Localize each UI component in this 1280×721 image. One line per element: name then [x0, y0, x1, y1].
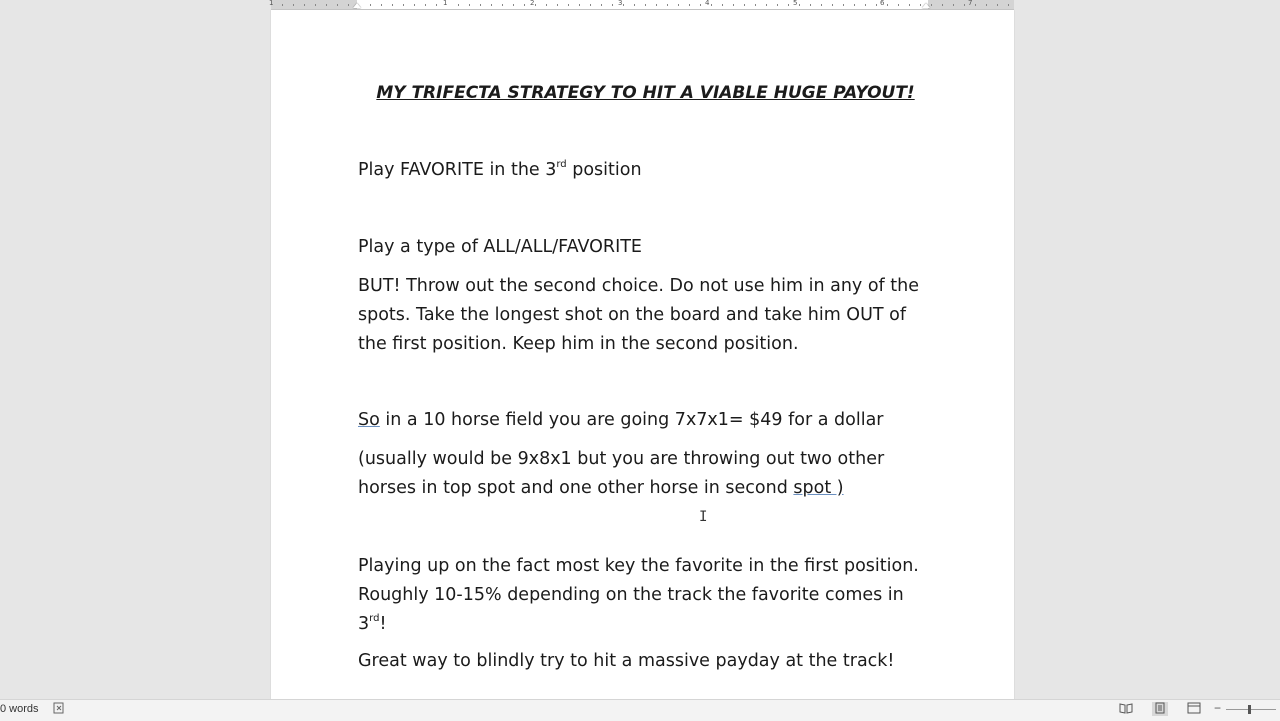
ruler-tick [876, 4, 877, 6]
ruler-tick [436, 4, 437, 6]
ruler-tick [810, 4, 811, 6]
text-run: in a 10 horse field you are going 7x7x1= $49 for a dollar [379, 410, 884, 430]
text-run: Play FAVORITE in the 3 [358, 160, 557, 180]
ruler-tick [744, 4, 745, 6]
document-page[interactable] [271, 10, 1014, 710]
ruler-tick [722, 4, 723, 6]
paragraph-play-favorite [358, 156, 933, 185]
ruler-tick [964, 4, 965, 6]
ruler-tick [1008, 4, 1009, 6]
ruler-number: 7 [968, 0, 973, 7]
ruler-tick [766, 4, 767, 6]
paragraph-playing-up [358, 552, 933, 639]
ruler-tick [469, 4, 470, 6]
ruler-tick [524, 4, 525, 6]
paragraph-great-way: Great way to blindly try to hit a massive payday at the track! [358, 651, 895, 671]
ruler-tick [502, 4, 503, 6]
ruler-tick [920, 4, 921, 6]
ruler-tick [480, 4, 481, 6]
superscript: rd [369, 613, 380, 625]
ruler-tick [645, 4, 646, 6]
text-run: Playing up on the fact most key the favorite in the first position. Roughly 10-15% depending on the track the favorite comes in 3 [358, 556, 919, 634]
ruler-left-margin [271, 0, 357, 9]
ruler-tick [381, 4, 382, 6]
word-count[interactable]: 0 words [0, 703, 39, 715]
right-indent-marker[interactable] [922, 3, 930, 8]
ruler-tick [403, 4, 404, 6]
ruler-tick [667, 4, 668, 6]
ruler-tick [590, 4, 591, 6]
print-layout-icon[interactable] [1152, 702, 1168, 716]
ruler-tick [579, 4, 580, 6]
ruler-number: 3 [618, 0, 623, 7]
ruler-tick [799, 4, 800, 6]
ruler-tick [546, 4, 547, 6]
paragraph-play-type: Play a type of ALL/ALL/FAVORITE [358, 237, 642, 257]
ruler-tick [348, 4, 349, 6]
ruler-tick [755, 4, 756, 6]
ruler-tick [392, 4, 393, 6]
spelling-flag[interactable]: So [358, 410, 380, 430]
left-indent-marker[interactable] [353, 3, 361, 8]
zoom-slider-handle[interactable] [1248, 705, 1251, 714]
ruler-tick [854, 4, 855, 6]
paragraph-throw-out: BUT! Throw out the second choice. Do not use him in any of the spots. Take the longest shot on the board and take him OUT of the first position. Keep him in the second position. [358, 276, 919, 354]
ruler-number: 6 [880, 0, 885, 7]
ruler-tick [656, 4, 657, 6]
status-bar [0, 699, 1280, 721]
ruler-number: 4 [705, 0, 710, 7]
zoom-slider[interactable] [1226, 709, 1276, 710]
ruler-tick [887, 4, 888, 6]
ruler-tick [568, 4, 569, 6]
ruler-tick [898, 4, 899, 6]
ruler-number: 1 [443, 0, 448, 7]
ruler-tick [997, 4, 998, 6]
paragraph-horse-field [358, 406, 933, 435]
ruler-tick [535, 4, 536, 6]
ruler-tick [458, 4, 459, 6]
ruler-tick [700, 4, 701, 6]
ruler-tick [612, 4, 613, 6]
ruler-number: 2 [530, 0, 535, 7]
ruler-tick [513, 4, 514, 6]
ruler-tick [315, 4, 316, 6]
ruler-tick [623, 4, 624, 6]
ruler-number: 5 [793, 0, 798, 7]
ruler-tick [293, 4, 294, 6]
ruler-tick [601, 4, 602, 6]
grammar-flag[interactable]: spot ) [793, 478, 844, 498]
ruler-tick [953, 4, 954, 6]
web-layout-icon[interactable] [1186, 702, 1202, 716]
zoom-out-button[interactable]: − [1214, 701, 1222, 715]
superscript: rd [556, 159, 567, 171]
ruler-tick [557, 4, 558, 6]
ruler-tick [733, 4, 734, 6]
text-cursor-icon: I [699, 509, 708, 525]
ruler-tick [843, 4, 844, 6]
ruler-tick [909, 4, 910, 6]
ruler-tick [931, 4, 932, 6]
ruler-tick [689, 4, 690, 6]
text-run: (usually would be 9x8x1 but you are throwing out two other horses in top spot and one other horse in second [358, 449, 885, 498]
text-run: ! [379, 614, 387, 634]
ruler-tick [986, 4, 987, 6]
document-title: MY TRIFECTA STRATEGY TO HIT A VIABLE HUGE PAYOUT! [376, 83, 915, 103]
ruler-tick [832, 4, 833, 6]
read-mode-icon[interactable] [1118, 702, 1134, 716]
text-run: position [566, 160, 642, 180]
ruler-tick [634, 4, 635, 6]
ruler-tick [337, 4, 338, 6]
ruler-tick [942, 4, 943, 6]
ruler-tick [711, 4, 712, 6]
ruler-tick [304, 4, 305, 6]
paragraph-usually [358, 445, 933, 503]
ruler-tick [788, 4, 789, 6]
ruler-tick [975, 4, 976, 6]
ruler-tick [865, 4, 866, 6]
ruler-tick [491, 4, 492, 6]
horizontal-ruler[interactable] [271, 0, 1014, 10]
ruler-tick [777, 4, 778, 6]
ruler-tick [282, 4, 283, 6]
ruler-number: 1 [269, 0, 274, 7]
ruler-tick [414, 4, 415, 6]
ruler-tick [326, 4, 327, 6]
ruler-tick [370, 4, 371, 6]
ruler-tick [821, 4, 822, 6]
ruler-tick [425, 4, 426, 6]
ruler-tick [678, 4, 679, 6]
proofing-icon[interactable] [53, 702, 65, 717]
